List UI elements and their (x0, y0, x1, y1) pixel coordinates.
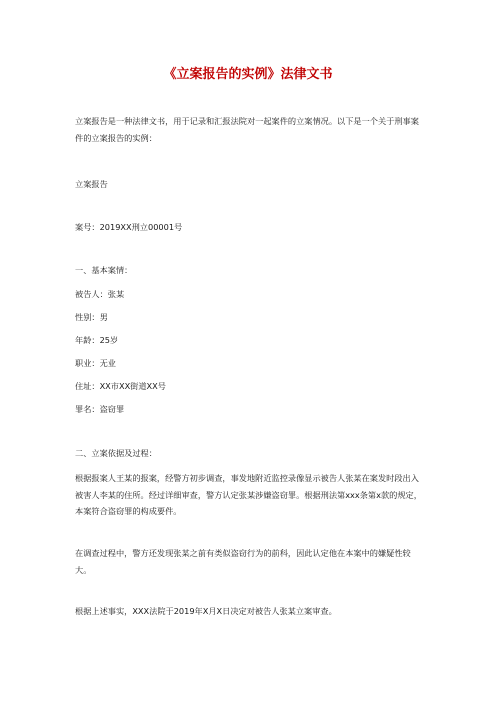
address-line: 住址：XX市XX街道XX号 (75, 381, 166, 391)
document-title: 《立案报告的实例》法律文书 (163, 67, 333, 82)
charge-line: 罪名：盗窃罪 (75, 404, 125, 414)
case-number: 案号：2019XX刑立00001号 (75, 222, 183, 232)
intro-paragraph: 立案报告是一种法律文书，用于记录和汇报法院对一起案件的立案情况。以下是一个关于刑事案件的立案报告的实例： (75, 116, 419, 143)
decision-paragraph: 根据上述事实，XXX法院于2019年X月X日决定对被告人张某立案审查。 (75, 606, 337, 616)
occupation-line: 职业：无业 (75, 358, 116, 368)
section-basis-heading: 二、立案依据及过程： (75, 448, 157, 458)
investigation-paragraph: 在调查过程中，警方还发现张某之前有类似盗窃行为的前科，因此认定他在本案中的嫌疑性较大。 (75, 548, 411, 575)
basis-paragraph: 根据报案人王某的报案，经警方初步调查，事发地附近监控录像显示被告人张某在案发时段出入被害人李某的住所。经过详细审查，警方认定张某涉嫌盗窃罪。根据刑法第xxx条第x款的规定，本案符合盗窃罪的构成要件。 (75, 473, 422, 516)
gender-line: 性别：男 (75, 312, 108, 322)
report-heading: 立案报告 (75, 179, 108, 189)
defendant-line: 被告人：张某 (75, 289, 125, 299)
section-basic-facts-heading: 一、基本案情： (75, 265, 133, 275)
age-line: 年龄：25岁 (75, 335, 119, 345)
